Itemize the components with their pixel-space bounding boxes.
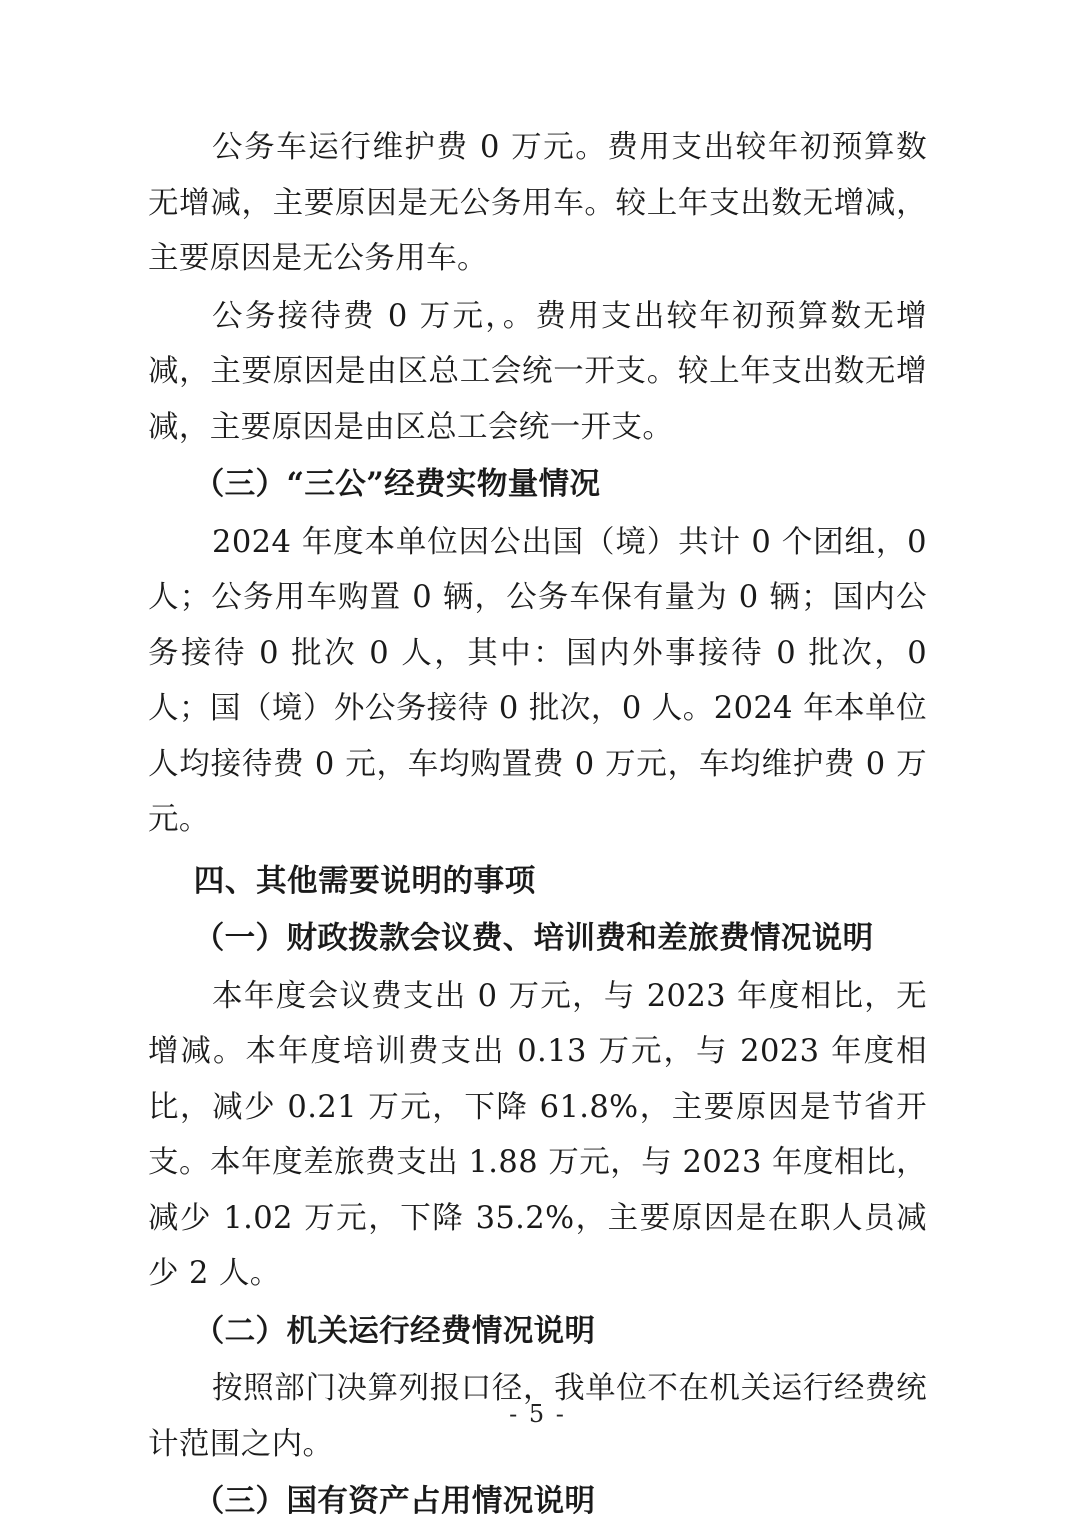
- page-number: - 5 -: [509, 1400, 566, 1428]
- subheading-state-owned-assets: （三）国有资产占用情况说明: [193, 1483, 596, 1519]
- subheading-three-public-physical-volume: （三）“三公”经费实物量情况: [193, 466, 601, 502]
- heading-other-matters: 四、其他需要说明的事项: [193, 862, 536, 899]
- subheading-meeting-training-travel: （一）财政拨款会议费、培训费和差旅费情况说明: [193, 920, 874, 956]
- paragraph-physical-volume-detail: 2024 年度本单位因公出国（境）共计 0 个团组，0 人；公务用车购置 0 辆，公务车保有量为 0 辆；国内公务接待 0 批次 0 人，其中：国内外事接待 0 批次，0 人；国（境）外公务接待 0 批次，0 人。2024 年本单位人均接待费 0 元，车均购置费 0 万元，车均维护费 0 万元。: [148, 524, 927, 837]
- subheading-agency-operating-expenses: （二）机关运行经费情况说明: [193, 1312, 596, 1349]
- paragraph-official-reception: 公务接待费 0 万元，。费用支出较年初预算数无增减，主要原因是由区总工会统一开支。较上年支出数无增减，主要原因是由区总工会统一开支。: [148, 298, 927, 445]
- paragraph-meeting-training-travel-detail: 本年度会议费支出 0 万元，与 2023 年度相比，无增减。本年度培训费支出 0.13 万元，与 2023 年度相比，减少 0.21 万元，下降 61.8%，主要原因是节省开支。本年度差旅费支出 1.88 万元，与 2023 年度相比，减少 1.02 万元，下降 35.2%，主要原因是在职人员减少 2 人。: [148, 978, 927, 1291]
- paragraph-vehicle-maintenance: 公务车运行维护费 0 万元。费用支出较年初预算数无增减，主要原因是无公务用车。较上年支出数无增减，主要原因是无公务用车。: [148, 130, 927, 276]
- paragraph-agency-operating-expenses-detail: 按照部门决算列报口径，我单位不在机关运行经费统计范围之内。: [148, 1371, 927, 1462]
